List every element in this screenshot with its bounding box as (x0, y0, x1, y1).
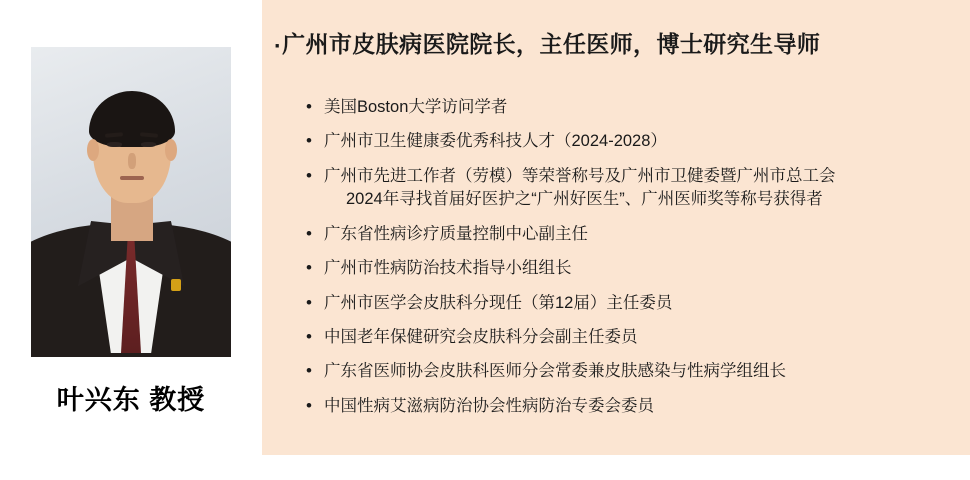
headline-bullet-icon: · (274, 32, 283, 59)
credential-list (304, 96, 958, 429)
list-item-text: 美国Boston大学访问学者 (324, 98, 508, 116)
list-item-text: 广州市卫生健康委优秀科技人才（2024-2028） (324, 132, 667, 151)
list-item-text-continuation: 2024年寻找首届好医护之“广州好医生”、广州医师奖等称号获得者 (346, 190, 823, 209)
photo-nose-shape (128, 153, 136, 169)
list-item (304, 165, 958, 212)
photo-eye-right-shape (141, 142, 156, 147)
list-item (304, 395, 958, 418)
photo-mouth-shape (120, 176, 144, 180)
list-item-text: 广州市性病防治技术指导小组组长 (324, 259, 572, 278)
list-item-text: 广东省医师协会皮肤科医师分会常委兼皮肤感染与性病学组组长 (324, 362, 786, 381)
list-item (304, 130, 958, 153)
info-panel (262, 0, 970, 455)
portrait-photo (31, 47, 231, 357)
list-item (304, 292, 958, 315)
person-name: 叶兴东 教授 (56, 385, 206, 415)
list-item (304, 257, 958, 280)
list-item (304, 223, 958, 246)
photo-eye-left-shape (107, 142, 122, 147)
headline (274, 26, 960, 59)
list-item-text: 中国老年保健研究会皮肤科分会副主任委员 (324, 327, 638, 346)
list-item-text: 广东省性病诊疗质量控制中心副主任 (324, 224, 588, 243)
list-item (304, 326, 958, 349)
list-item (304, 360, 958, 383)
list-item-text: 广州市医学会皮肤科分现任（第12届）主任委员 (324, 293, 673, 312)
list-item (304, 96, 958, 119)
photo-ear-right-shape (165, 139, 177, 161)
portrait-card (0, 0, 262, 480)
headline-text: 广州市皮肤病医院院长，主任医师，博士研究生导师 (282, 31, 821, 57)
photo-lapel-badge-shape (171, 279, 181, 291)
photo-neck-shape (111, 197, 153, 241)
photo-ear-left-shape (87, 139, 99, 161)
list-item-text: 广州市先进工作者（劳模）等荣誉称号及广州市卫健委暨广州市总工会 (324, 166, 836, 185)
list-item-text: 中国性病艾滋病防治协会性病防治专委会委员 (324, 396, 654, 415)
